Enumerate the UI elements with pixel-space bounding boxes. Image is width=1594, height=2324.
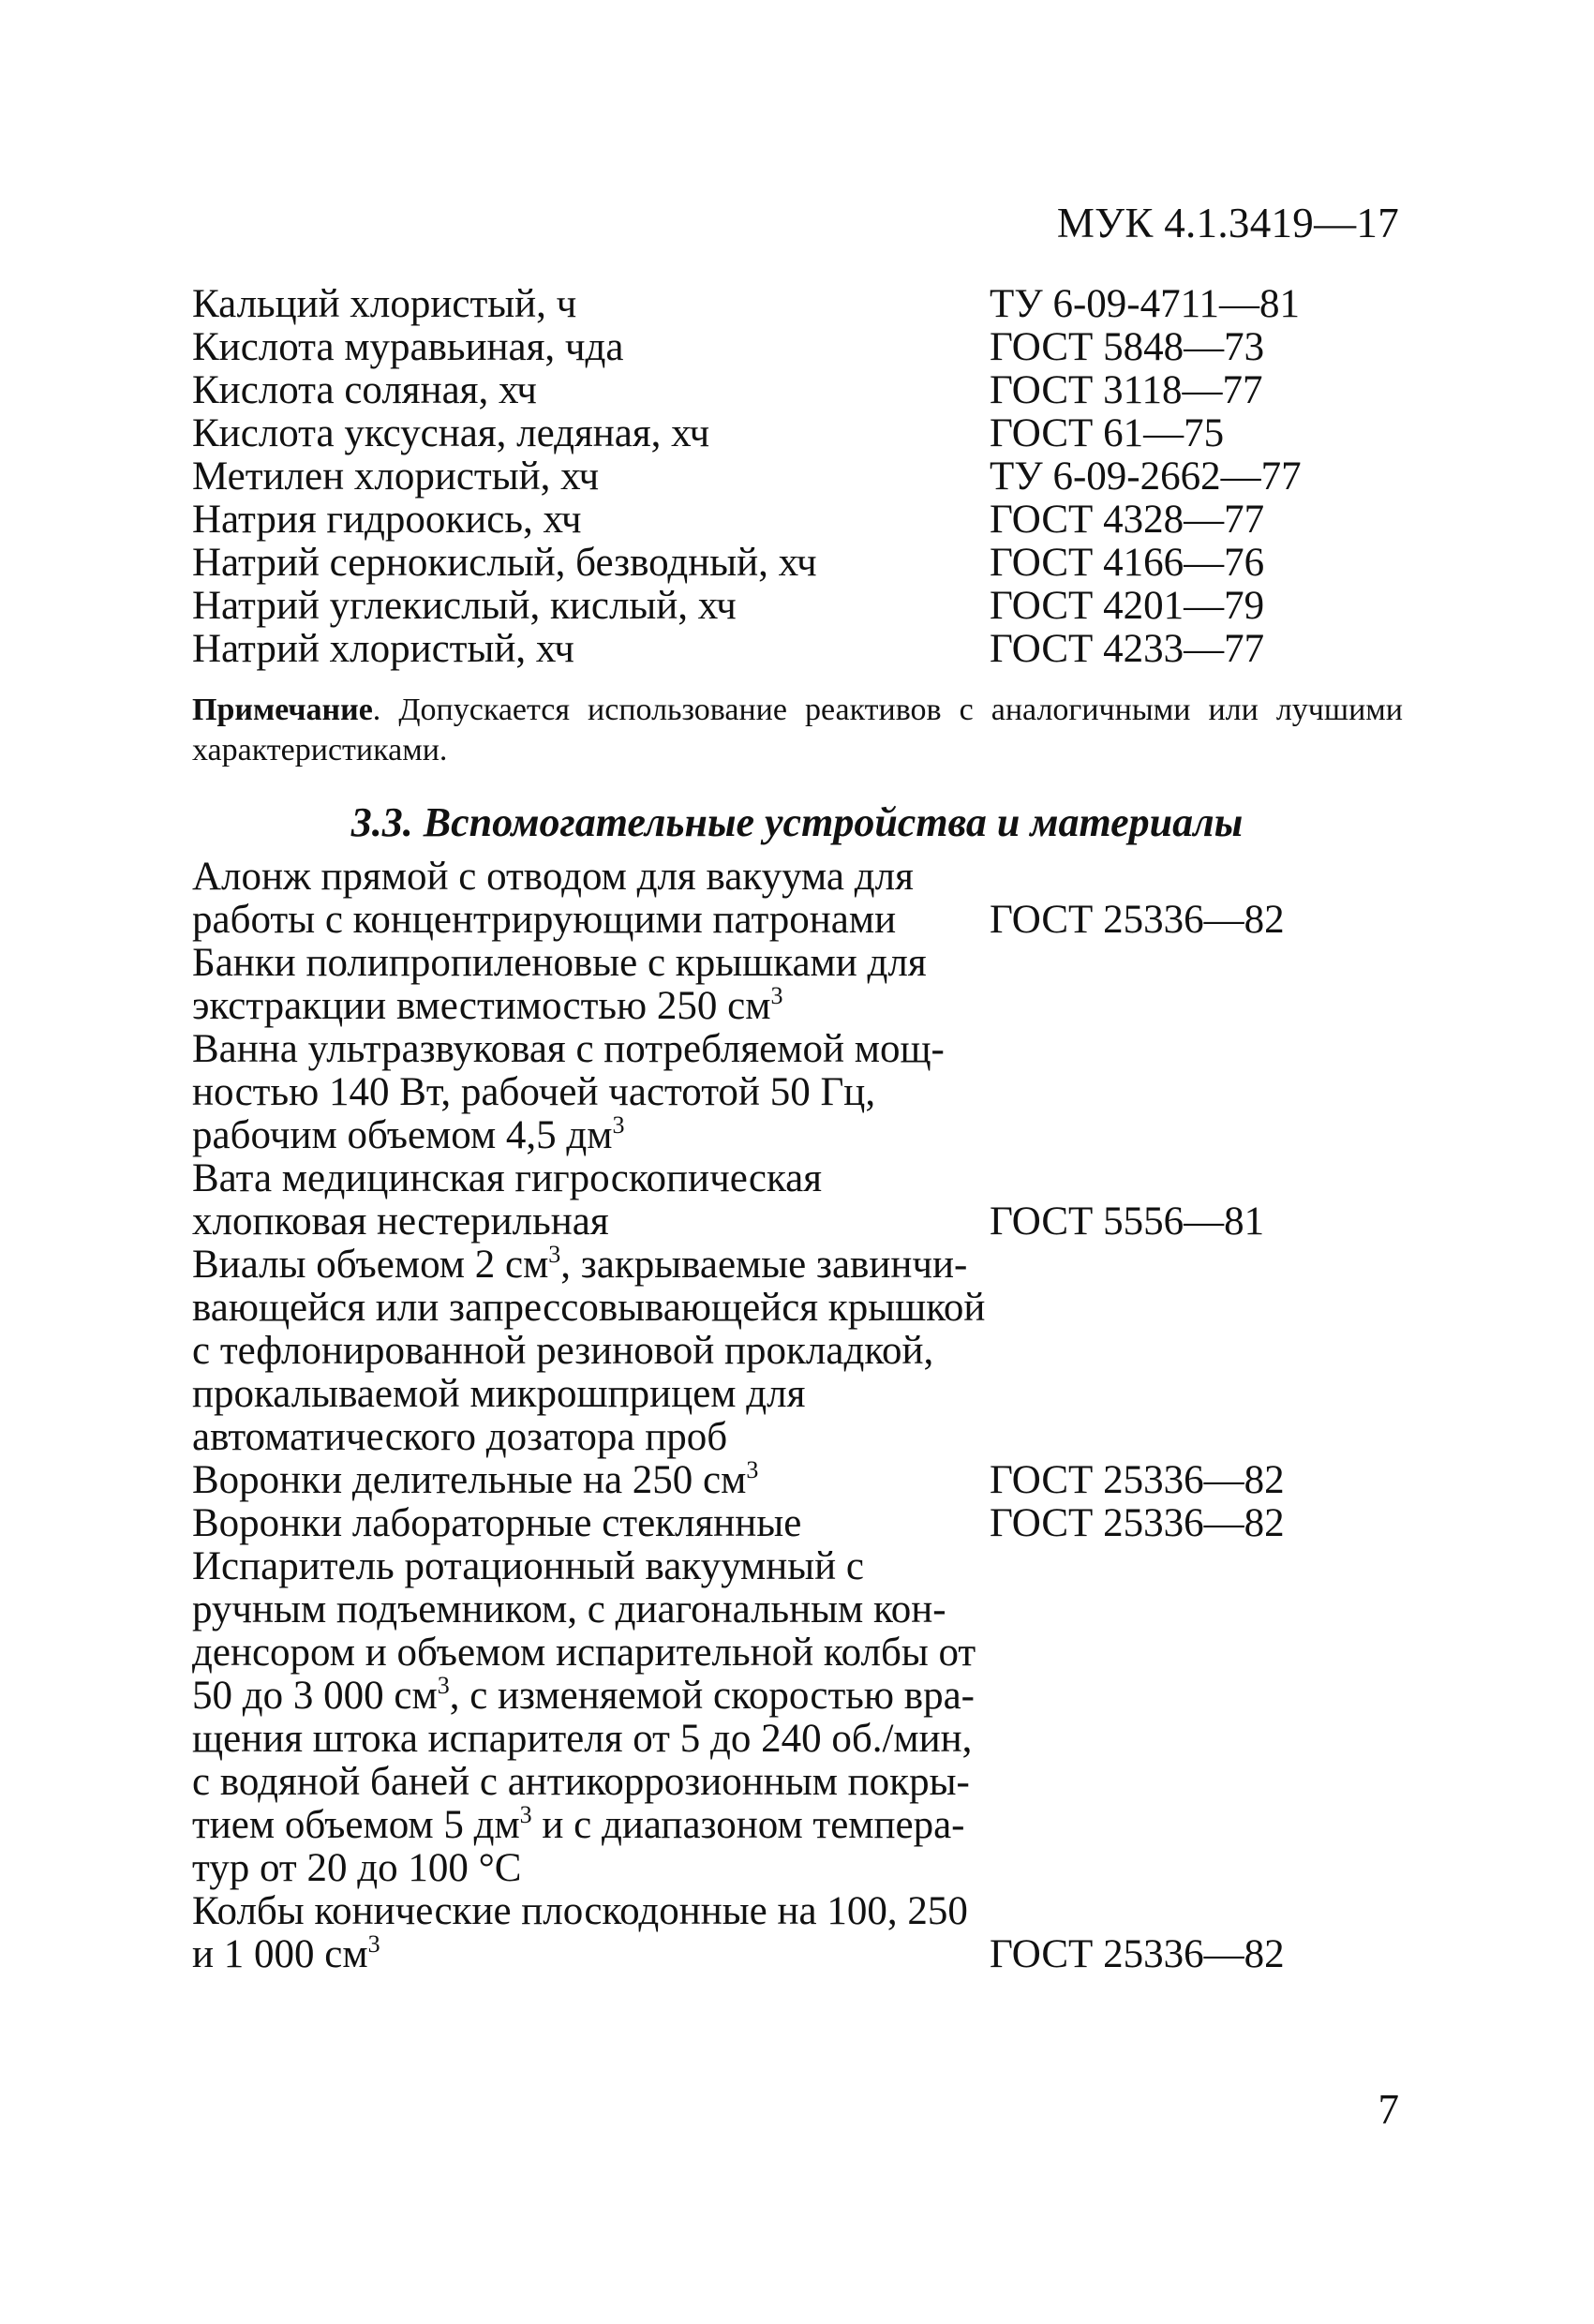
equipment-line: хлопковая нестерильная — [192, 1199, 609, 1244]
equipment-item — [192, 1890, 1401, 1976]
note — [192, 690, 1403, 770]
equipment-line: тием объемом 5 $дм^3$ и с диапазоном темпера- — [192, 1800, 965, 1847]
equipment-line: щения штока испарителя от 5 до 240 об./мин, — [192, 1717, 973, 1761]
reagent-name: Кислота соляная, хч — [192, 368, 537, 412]
equipment-line: Колбы конические плоскодонные на 100, 250 — [192, 1889, 968, 1933]
reagent-row — [192, 455, 1401, 499]
equipment-line: с водяной баней с антикоррозионным покры- — [192, 1760, 970, 1804]
reagents-list — [192, 283, 1401, 671]
equipment-item — [192, 1545, 1401, 1890]
equipment-line: Ванна ультразвуковая с потребляемой мощ- — [192, 1027, 945, 1071]
equipment-line: автоматического дозатора проб — [192, 1415, 728, 1459]
equipment-standard: ГОСТ 25336—82 — [990, 898, 1285, 942]
equipment-line: денсором и объемом испарительной колбы от — [192, 1631, 976, 1675]
equipment-line: Алонж прямой с отводом для вакуума для — [192, 855, 914, 899]
equipment-standard: ГОСТ 25336—82 — [990, 1932, 1285, 1976]
equipment-line: прокалываемой микрошприцем для — [192, 1372, 806, 1416]
equipment-standard: ГОСТ 25336—82 — [990, 1501, 1285, 1545]
equipment-line: Виалы объемом 2 $см^3$, закрываемые завинчи- — [192, 1240, 968, 1287]
equipment-item — [192, 1240, 1401, 1459]
equipment-line: ручным подъемником, с диагональным кон- — [192, 1587, 946, 1631]
reagent-standard: ТУ 6-09-4711—81 — [990, 282, 1301, 326]
equipment-standard: ГОСТ 25336—82 — [990, 1458, 1285, 1502]
reagent-standard: ГОСТ 5848—73 — [990, 325, 1265, 369]
reagent-standard: ГОСТ 4233—77 — [990, 627, 1265, 671]
reagent-row — [192, 628, 1401, 671]
page-number: 7 — [1378, 2086, 1399, 2133]
section-title: 3.3. Вспомогательные устройства и материалы — [350, 799, 1244, 845]
reagent-name: Кальций хлористый, ч — [192, 282, 577, 326]
equipment-line: работы с концентрирующими патронами — [192, 898, 897, 942]
reagent-row — [192, 499, 1401, 542]
equipment-item — [192, 856, 1401, 942]
equipment-line: ностью 140 Вт, рабочей частотой 50 Гц, — [192, 1070, 876, 1114]
reagent-name: Кислота муравьиная, чда — [192, 325, 624, 369]
reagent-standard: ГОСТ 3118—77 — [990, 368, 1263, 412]
reagent-name: Натрий хлористый, хч — [192, 627, 574, 671]
equipment-line: тур от 20 до 100 °С — [192, 1846, 522, 1890]
equipment-item — [192, 1502, 1401, 1545]
reagent-row — [192, 412, 1401, 455]
equipment-item — [192, 942, 1401, 1028]
reagent-row — [192, 585, 1401, 628]
equipment-line: с тефлонированной резиновой прокладкой, — [192, 1329, 934, 1373]
reagent-name: Натрия гидроокись, хч — [192, 498, 582, 542]
equipment-line: Испаритель ротационный вакуумный с — [192, 1544, 864, 1588]
equipment-line: Воронки лабораторные стеклянные — [192, 1501, 802, 1545]
equipment-line: и 1 000 $см^3$ — [192, 1929, 380, 1976]
reagent-name: Натрий сернокислый, безводный, хч — [192, 541, 817, 585]
document-code: МУК 4.1.3419—17 — [1056, 200, 1399, 246]
equipment-item — [192, 1157, 1401, 1244]
equipment-item — [192, 1455, 1401, 1502]
reagent-row — [192, 369, 1401, 412]
reagent-standard: ГОСТ 4328—77 — [990, 498, 1265, 542]
equipment-list — [192, 856, 1401, 1976]
note-label: Примечание — [192, 693, 373, 727]
equipment-standard: ГОСТ 5556—81 — [990, 1199, 1265, 1244]
equipment-line: экстракции вместимостью 250 $см^3$ — [192, 981, 783, 1028]
reagent-row — [192, 283, 1401, 326]
equipment-line: рабочим объемом 4,5 $дм^3$ — [192, 1110, 625, 1157]
note-text: . Допускается использование реактивов с аналогичными или лучшими характеристиками. — [192, 693, 1403, 767]
equipment-line: 50 до 3 000 $см^3$, с изменяемой скоростью вра- — [192, 1671, 975, 1718]
reagent-row — [192, 326, 1401, 369]
reagent-standard: ТУ 6-09-2662—77 — [990, 454, 1302, 499]
reagent-name: Кислота уксусная, ледяная, хч — [192, 411, 710, 455]
reagent-name: Натрий углекислый, кислый, хч — [192, 584, 737, 628]
reagent-row — [192, 542, 1401, 585]
reagent-standard: ГОСТ 4201—79 — [990, 584, 1265, 628]
equipment-item — [192, 1028, 1401, 1157]
reagent-name: Метилен хлористый, хч — [192, 454, 600, 499]
equipment-line: Вата медицинская гигроскопическая — [192, 1156, 823, 1200]
equipment-line: Банки полипропиленовые с крышками для — [192, 941, 927, 985]
reagent-standard: ГОСТ 61—75 — [990, 411, 1225, 455]
reagent-standard: ГОСТ 4166—76 — [990, 541, 1265, 585]
equipment-line: Воронки делительные на 250 $см^3$ — [192, 1455, 759, 1502]
equipment-line: вающейся или запрессовывающейся крышкой — [192, 1286, 986, 1330]
